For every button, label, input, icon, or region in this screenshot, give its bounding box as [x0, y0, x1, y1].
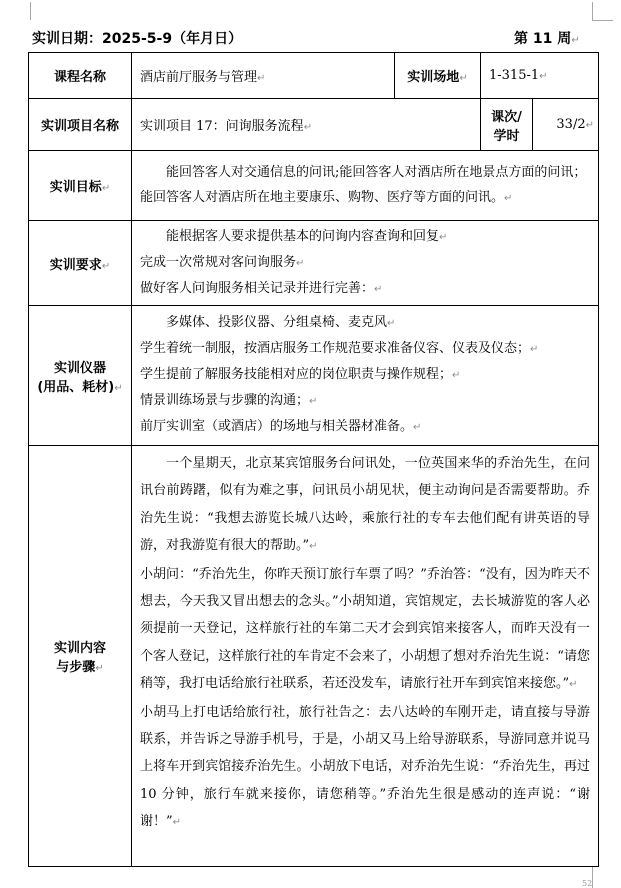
course-label: 课程名称: [29, 53, 132, 99]
paragraph-mark-icon: ↵: [309, 395, 318, 407]
content-paragraph-text: 小胡问：“乔治先生，你昨天预订旅行车票了吗？”乔治答：“没有，因为昨天不想去，今天我又冒出想去的念头。”小胡知道，宾馆规定，去长城游览的客人必须提前一天登记，这样旅行社的车第二天才会到宾馆来接客人，而昨天没有一个客人登记，这样旅行社的车肯定不会来了，小胡想了想对乔治先生说：“请您稍等，我打电话给旅行社联系，若还没发车，请旅行社开车到宾馆来接您。”: [140, 566, 590, 692]
goal-label: [29, 151, 132, 221]
content-text: [132, 446, 599, 867]
venue-value-text: 1-315-1: [489, 68, 540, 83]
content-label: [29, 446, 132, 867]
content-row: [29, 446, 599, 867]
equipment-line: [140, 414, 592, 440]
session-value: [533, 99, 599, 151]
paragraph-mark-icon: ↵: [585, 120, 594, 131]
equipment-line: [140, 336, 592, 362]
goal-text: [132, 151, 599, 221]
paragraph-mark-icon: ↵: [452, 369, 461, 381]
course-value-text: 酒店前厅服务与管理: [140, 70, 258, 85]
equipment-line-text: 学生着统一制服，按酒店服务工作规范要求准备仪容、仪表及仪态；: [140, 340, 531, 356]
requirement-line: [140, 276, 592, 302]
paragraph-mark-icon: ↵: [101, 183, 111, 194]
session-label-line1: 课次/: [491, 109, 522, 125]
paragraph-mark-icon: ↵: [172, 817, 182, 829]
equipment-label: [29, 306, 132, 446]
requirement-line: [140, 224, 592, 250]
content-paragraph: [140, 699, 590, 837]
content-paragraph: [140, 561, 590, 699]
content-label-line2-text: 与步骤: [56, 660, 96, 675]
paragraph-mark-icon: ↵: [114, 382, 123, 394]
paragraph-mark-icon: ↵: [95, 663, 104, 674]
equipment-line: [140, 310, 592, 336]
venue-value: [481, 53, 599, 99]
paragraph-mark-icon: ↵: [303, 122, 313, 133]
course-value: [132, 53, 395, 99]
week-number-text: 第 11 周: [514, 31, 572, 47]
course-row: [29, 53, 599, 99]
paragraph-mark-icon: ↵: [530, 343, 539, 355]
training-date: 实训日期：2025-5-9（年月日）: [32, 31, 243, 47]
content-label-line2: [29, 656, 131, 675]
paragraph-mark-icon: ↵: [504, 193, 513, 204]
equipment-line: [140, 388, 592, 414]
requirement-label: [29, 221, 132, 306]
content-label-line1: 实训内容: [53, 641, 106, 656]
content-paragraph-text: 小胡马上打电话给旅行社，旅行社告之：去八达岭的车刚开走，请直接与导游联系，并告诉之导游手机号，于是，小胡又马上给导游联系，导游同意并说马上将车开到宾馆接乔治先生。小胡放下电话，对乔治先生说：“乔治先生，再过 10 分钟，旅行车就来接你，请您稍等。”乔治先生很是感动的连声说：“谢谢！”: [140, 704, 590, 830]
requirement-row: [29, 221, 599, 306]
equipment-label-line2: [29, 376, 131, 395]
content-paragraph: [140, 450, 590, 561]
session-label-line2: 学时: [493, 128, 520, 144]
goal-paragraph-text: 能回答客人对交通信息的问讯;能回答客人对酒店所在地景点方面的问讯；能回答客人对酒店所在地主要康乐、购物、医疗等方面的问讯。: [140, 165, 587, 205]
requirement-line: [140, 250, 592, 276]
goal-label-text: 实训目标: [49, 180, 102, 195]
equipment-line-text: 情景训练场景与步骤的沟通；: [140, 392, 310, 408]
equipment-label-line1: 实训仪器: [53, 360, 106, 376]
requirement-line-text: 能根据客人要求提供基本的问询内容查询和回复: [166, 229, 440, 244]
session-label: [481, 99, 533, 151]
paragraph-mark-icon: ↵: [459, 73, 468, 84]
goal-row: [29, 151, 599, 221]
paragraph-mark-icon: ↵: [387, 317, 396, 329]
paragraph-mark-icon: ↵: [374, 284, 383, 295]
paragraph-mark-icon: ↵: [101, 260, 111, 272]
equipment-label-line2-text: (用品、耗材): [37, 379, 115, 395]
training-record-table: [28, 52, 599, 867]
requirement-line-text: 做好客人问询服务相关记录并进行完善：: [140, 281, 375, 296]
equipment-line-text: 前厅实训室（或酒店）的场地与相关器材准备。: [140, 418, 414, 434]
paragraph-mark-icon: ↵: [413, 421, 422, 433]
equipment-text: [132, 306, 599, 446]
equipment-line: [140, 362, 592, 388]
week-number: [514, 28, 580, 48]
paragraph-mark-icon: ↵: [296, 258, 305, 269]
goal-paragraph: [140, 160, 592, 211]
paragraph-mark-icon: ↵: [439, 232, 448, 243]
project-value-text: 实训项目 17：问询服务流程: [140, 119, 304, 134]
paragraph-mark-icon: ↵: [571, 35, 580, 46]
equipment-line-text: 学生提前了解服务技能相对应的岗位职责与操作规程；: [140, 366, 453, 382]
venue-label-text: 实训场地: [407, 70, 460, 85]
venue-label: [395, 53, 481, 99]
crop-mark-top-left: [30, 2, 31, 20]
paragraph-mark-icon: ↵: [569, 679, 578, 691]
requirement-text: [132, 221, 599, 306]
content-paragraph-text: 一个星期天，北京某宾馆服务台问讯处，一位英国来华的乔治先生，在问讯台前踌躇，似有为难之事，问讯员小胡见状，便主动询问是否需要帮助。乔治先生说：“我想去游览长城八达岭，乘旅行社的专车去他们配有讲英语的导游，对我游览有很大的帮助。”: [140, 456, 590, 554]
project-row: [29, 99, 599, 151]
project-value: [132, 99, 481, 151]
crop-mark-top-right: [592, 2, 613, 21]
paragraph-mark-icon: ↵: [257, 73, 266, 84]
paragraph-mark-icon: ↵: [539, 71, 548, 82]
requirement-line-text: 完成一次常规对客问询服务: [140, 255, 297, 270]
equipment-row: [29, 306, 599, 446]
project-label: 实训项目名称: [29, 99, 132, 151]
page-number: 52: [582, 879, 593, 888]
requirement-label-text: 实训要求: [49, 257, 102, 273]
equipment-line-text: 多媒体、投影仪器、分组桌椅、麦克风: [166, 314, 388, 330]
paragraph-mark-icon: ↵: [309, 541, 318, 553]
session-value-text: 33/2: [556, 117, 586, 132]
